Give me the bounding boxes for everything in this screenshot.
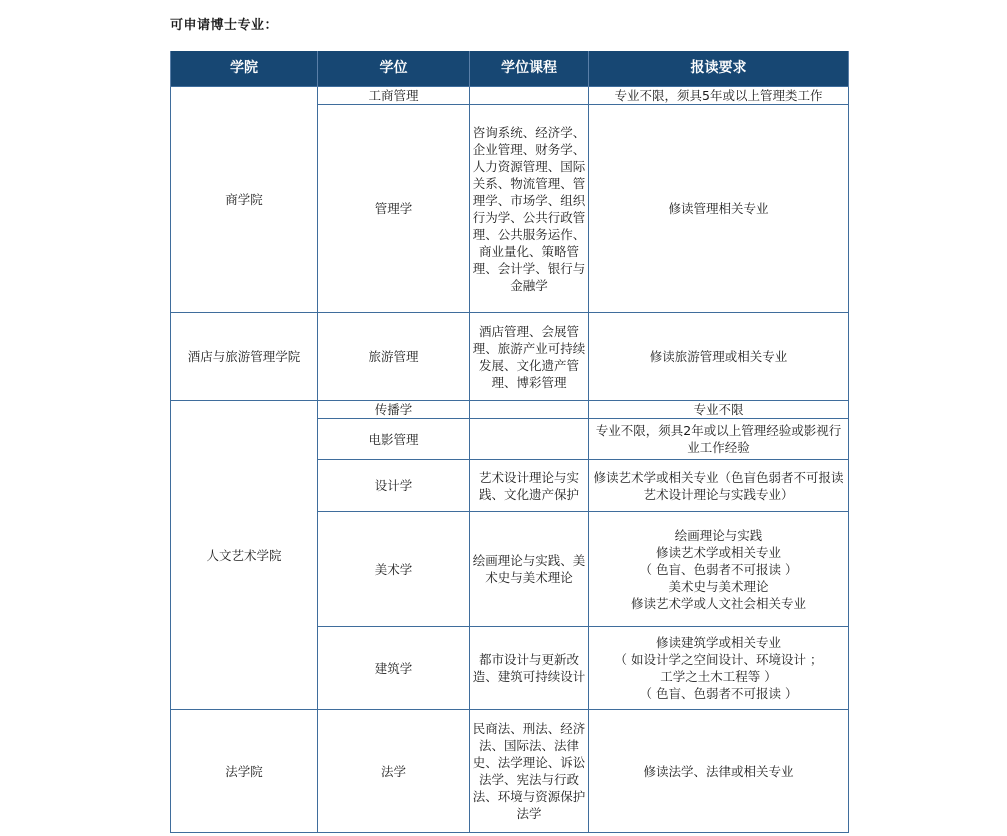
page-title: 可申请博士专业：	[170, 18, 279, 33]
school-cell: 人文艺术学院	[171, 401, 318, 710]
requirements-cell: 修读旅游管理或相关专业	[589, 313, 849, 401]
requirements-cell: 专业不限，须具5年或以上管理类工作	[589, 87, 849, 105]
table-header-row	[171, 51, 849, 87]
courses-cell	[470, 419, 589, 460]
courses-cell: 民商法、刑法、经济法、国际法、法律史、法学理论、诉讼法学、宪法与行政法、环境与资源保护法学	[470, 710, 589, 833]
degree-cell: 设计学	[318, 460, 470, 512]
requirements-cell: 修读艺术学或相关专业（色盲色弱者不可报读艺术设计理论与实践专业）	[589, 460, 849, 512]
requirements-cell: 修读法学、法律或相关专业	[589, 710, 849, 833]
courses-cell: 咨询系统、经济学、企业管理、财务学、人力资源管理、国际关系、物流管理、管理学、市场学、组织行为学、公共行政管理、公共服务运作、商业量化、策略管理、会计学、银行与金融学	[470, 105, 589, 313]
degree-cell: 建筑学	[318, 627, 470, 710]
degree-cell: 传播学	[318, 401, 470, 419]
degree-cell: 法学	[318, 710, 470, 833]
table-row	[171, 87, 849, 105]
school-cell: 法学院	[171, 710, 318, 833]
degree-cell: 工商管理	[318, 87, 470, 105]
header-school: 学院	[171, 51, 318, 87]
degree-cell: 电影管理	[318, 419, 470, 460]
requirements-cell: 修读建筑学或相关专业 （ 如设计学之空间设计、环境设计 ； 工学之土木工程等 ） （ 色盲、色弱者不可报读 ）	[589, 627, 849, 710]
requirements-cell: 专业不限	[589, 401, 849, 419]
header-courses: 学位课程	[470, 51, 589, 87]
programs-table-container	[170, 51, 848, 833]
header-degree: 学位	[318, 51, 470, 87]
degree-cell: 美术学	[318, 512, 470, 627]
requirements-cell: 绘画理论与实践 修读艺术学或相关专业 （ 色盲、色弱者不可报读 ） 美术史与美术理论 修读艺术学或人文社会相关专业	[589, 512, 849, 627]
courses-cell	[470, 87, 589, 105]
programs-table	[170, 51, 849, 833]
school-cell: 商学院	[171, 87, 318, 313]
courses-cell: 绘画理论与实践、美术史与美术理论	[470, 512, 589, 627]
courses-cell: 都市设计与更新改造、建筑可持续设计	[470, 627, 589, 710]
school-cell: 酒店与旅游管理学院	[171, 313, 318, 401]
requirements-cell: 专业不限，须具2年或以上管理经验或影视行业工作经验	[589, 419, 849, 460]
table-row	[171, 401, 849, 419]
table-row	[171, 710, 849, 833]
degree-cell: 旅游管理	[318, 313, 470, 401]
header-requirements: 报读要求	[589, 51, 849, 87]
requirements-cell: 修读管理相关专业	[589, 105, 849, 313]
degree-cell: 管理学	[318, 105, 470, 313]
table-row	[171, 313, 849, 401]
courses-cell: 酒店管理、会展管理、旅游产业可持续发展、文化遗产管理、博彩管理	[470, 313, 589, 401]
courses-cell: 艺术设计理论与实践、文化遗产保护	[470, 460, 589, 512]
courses-cell	[470, 401, 589, 419]
